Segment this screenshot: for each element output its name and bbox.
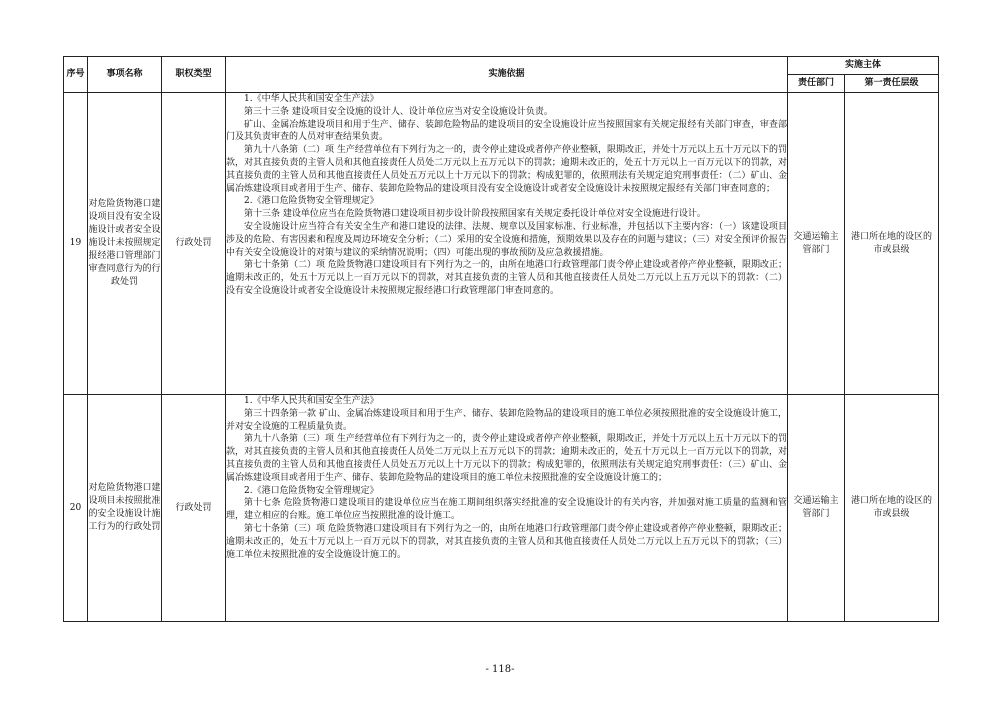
table-row [64, 395, 939, 622]
header-seq: 序号 [64, 57, 88, 93]
row-seq: 19 [64, 93, 88, 395]
row-item-name: 对危险货物港口建设项目未按照批准的安全设施设计施工行为的行政处罚 [88, 395, 162, 622]
row-authority-type: 行政处罚 [162, 395, 226, 622]
basis-paragraph: 第九十八条第（二）项 生产经营单位有下列行为之一的，责令停止建设或者停产停业整顿，限期改正，并处十万元以上五十万元以下的罚款，对其直接负责的主管人员和其他直接责任人员处二万元以上五万元以下的罚款；逾期未改正的，处五十万元以上一百万元以下的罚款，对其直接负责的主管人员和其他直接责任人员处五万元以上十万元以下的罚款；构成犯罪的，依照刑法有关规定追究刑事责任：（二）矿山、金属冶炼建设项目或者用于生产、储存、装卸危险物品的建设项目没有安全设施设计或者安全设施设计未按照规定报经有关部门审查同意的； [226, 145, 787, 194]
basis-paragraph: 矿山、金属冶炼建设项目和用于生产、储存、装卸危险物品的建设项目的安全设施设计应当按照国家有关规定报经有关部门审查，审查部门及其负责审查的人员对审查结果负责。 [226, 119, 787, 143]
basis-paragraph: 第十七条 危险货物港口建设项目的建设单位应当在施工期间组织落实经批准的安全设施设计的有关内容，并加强对施工质量的监测和管理，建立相应的台账。施工单位应当按照批准的设计施工。 [226, 498, 787, 522]
basis-paragraph: 第三十四条第一款 矿山、金属冶炼建设项目和用于生产、储存、装卸危险物品的建设项目的施工单位必须按照批准的安全设施设计施工，并对安全设施的工程质量负责。 [226, 408, 787, 432]
row-dept: 交通运输主管部门 [788, 395, 845, 622]
authority-table [63, 56, 939, 622]
page-number: - 118- [485, 664, 515, 675]
row-dept: 交通运输主管部门 [788, 93, 845, 395]
table-row [64, 93, 939, 395]
basis-paragraph: 第三十三条 建设项目安全设施的设计人、设计单位应当对安全设施设计负责。 [244, 106, 553, 117]
row-level: 港口所在地的设区的市或县级 [845, 395, 939, 622]
row-authority-type: 行政处罚 [162, 93, 226, 395]
header-subject: 实施主体 [788, 57, 939, 75]
basis-paragraph: 2.《港口危险货物安全管理规定》 [244, 485, 379, 496]
basis-paragraph: 1.《中华人民共和国安全生产法》 [244, 94, 379, 104]
row-basis [226, 93, 788, 395]
basis-paragraph: 安全设施设计应当符合有关安全生产和港口建设的法律、法规、规章以及国家标准、行业标准，并包括以下主要内容：（一）该建设项目涉及的危险、有害因素和程度及周边环境安全分析；（二）采用的安全设施和措施，预期效果以及存在的问题与建议；（三）对安全预评价报告中有关安全设施设计的对策与建议的采纳情况说明；（四）可能出现的事故预防及应急救援措施。 [226, 221, 787, 258]
basis-paragraph: 2.《港口危险货物安全管理规定》 [244, 196, 379, 207]
basis-paragraph: 第七十条第（三）项 危险货物港口建设项目有下列行为之一的，由所在地港口行政管理部门责令停止建设或者停产停业整顿，限期改正；逾期未改正的，处五十万元以上一百万元以下的罚款，对其直接负责的主管人员和其他直接责任人员处二万元以上五万元以下的罚款；（三）施工单位未按照批准的安全设施设计施工的。 [226, 523, 787, 560]
header-basis: 实施依据 [226, 57, 788, 93]
basis-paragraph: 第九十八条第（三）项 生产经营单位有下列行为之一的，责令停止建设或者停产停业整顿，限期改正，并处十万元以上五十万元以下的罚款，对其直接负责的主管人员和其他直接责任人员处二万元以上五万元以下的罚款；逾期未改正的，处五十万元以上一百万元以下的罚款，对其直接负责的主管人员和其他直接责任人员处五万元以上十万元以下的罚款；构成犯罪的，依照刑法有关规定追究刑事责任：（三）矿山、金属冶炼建设项目或者用于生产、储存、装卸危险物品的建设项目的施工单位未按照批准的安全设施设计施工的； [226, 434, 787, 483]
header-dept: 责任部门 [788, 75, 845, 93]
basis-paragraph: 1.《中华人民共和国安全生产法》 [244, 396, 379, 406]
basis-paragraph: 第十三条 建设单位应当在危险货物港口建设项目初步设计阶段按照国家有关规定委托设计单位对安全设施进行设计。 [244, 209, 706, 220]
row-seq: 20 [64, 395, 88, 622]
header-type: 职权类型 [162, 57, 226, 93]
row-basis [226, 395, 788, 622]
row-item-name: 对危险货物港口建设项目没有安全设施设计或者安全设施设计未按照规定报经港口管理部门审查同意行为的行政处罚 [88, 93, 162, 395]
basis-paragraph: 第七十条第（二）项 危险货物港口建设项目有下列行为之一的，由所在地港口行政管理部门责令停止建设或者停产停业整顿，限期改正；逾期未改正的，处五十万元以上一百万元以下的罚款，对其直接负责的主管人员和其他直接责任人员处二万元以上五万元以下的罚款：（二）没有安全设施设计或者安全设施设计未按照规定报经港口行政管理部门审查同意的。 [226, 260, 787, 296]
row-level: 港口所在地的设区的市或县级 [845, 93, 939, 395]
header-level: 第一责任层级 [845, 75, 939, 93]
header-name: 事项名称 [88, 57, 162, 93]
